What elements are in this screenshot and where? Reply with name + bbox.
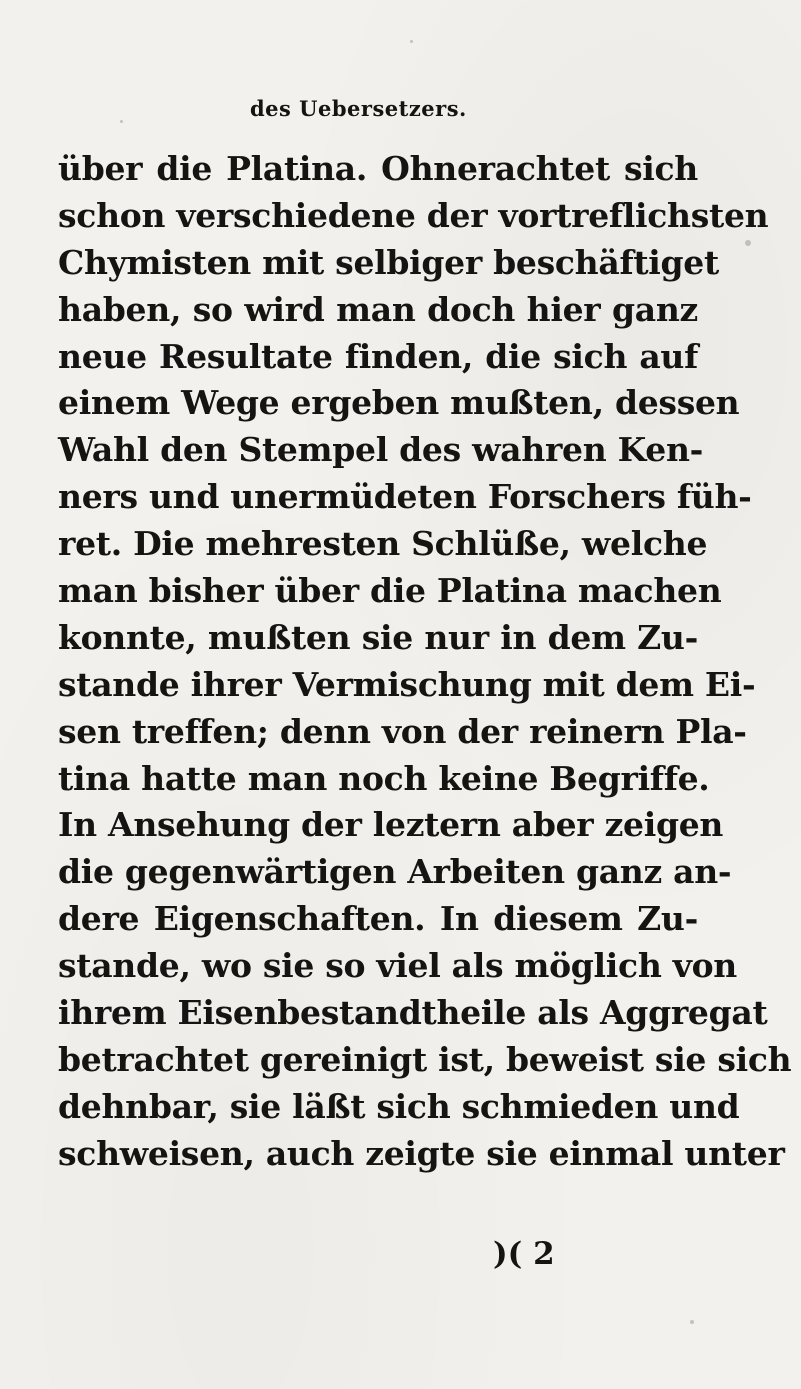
- catchword-signature: )( 2: [493, 1236, 555, 1272]
- text-line-20: betrachtet gereinigt ist, beweist sie sich: [58, 1039, 792, 1079]
- text-line-14: tina hatte man noch keine Begriffe.: [58, 758, 710, 798]
- text-line-5: neue Resultate finden, die sich auf: [58, 336, 698, 376]
- text-line-1: über die Platina. Ohnerachtet sich: [58, 149, 698, 188]
- text-line-3: Chymisten mit selbiger beschäftiget: [58, 242, 719, 282]
- running-head: des Uebersetzers.: [250, 96, 467, 121]
- text-line-13: sen treffen; denn von der reinern Pla-: [58, 711, 747, 751]
- text-line-17: dere Eigenschaften. In diesem Zu-: [58, 899, 698, 939]
- paper-speck: [690, 1320, 694, 1324]
- text-line-18: stande, wo sie so viel als möglich von: [58, 946, 737, 986]
- text-line-4: haben, so wird man doch hier ganz: [58, 289, 698, 329]
- text-line-8: ners und unermüdeten Forschers füh-: [58, 477, 752, 517]
- paper-speck: [410, 40, 413, 43]
- text-line-2: schon verschiedene der vortreflichsten: [58, 195, 769, 235]
- text-line-16: die gegenwärtigen Arbeiten ganz an-: [58, 852, 732, 892]
- text-line-10: man bisher über die Platina machen: [58, 571, 722, 611]
- text-line-11: konnte, mußten sie nur in dem Zu-: [58, 617, 698, 657]
- text-line-12: stande ihrer Vermischung mit dem Ei-: [58, 664, 756, 704]
- text-line-7: Wahl den Stempel des wahren Ken-: [58, 430, 704, 470]
- body-text: [58, 146, 792, 1178]
- paper-speck: [745, 240, 751, 246]
- text-line-19: ihrem Eisenbestandtheile als Aggregat: [58, 993, 768, 1033]
- paper-speck: [120, 120, 123, 123]
- text-line-22: schweisen, auch zeigte sie einmal unter: [58, 1133, 785, 1173]
- text-line-9: ret. Die mehresten Schlüße, welche: [58, 524, 708, 564]
- text-line-15: In Ansehung der leztern aber zeigen: [58, 805, 724, 845]
- text-line-6: einem Wege ergeben mußten, dessen: [58, 383, 740, 423]
- text-line-21: dehnbar, sie läßt sich schmieden und: [58, 1086, 740, 1126]
